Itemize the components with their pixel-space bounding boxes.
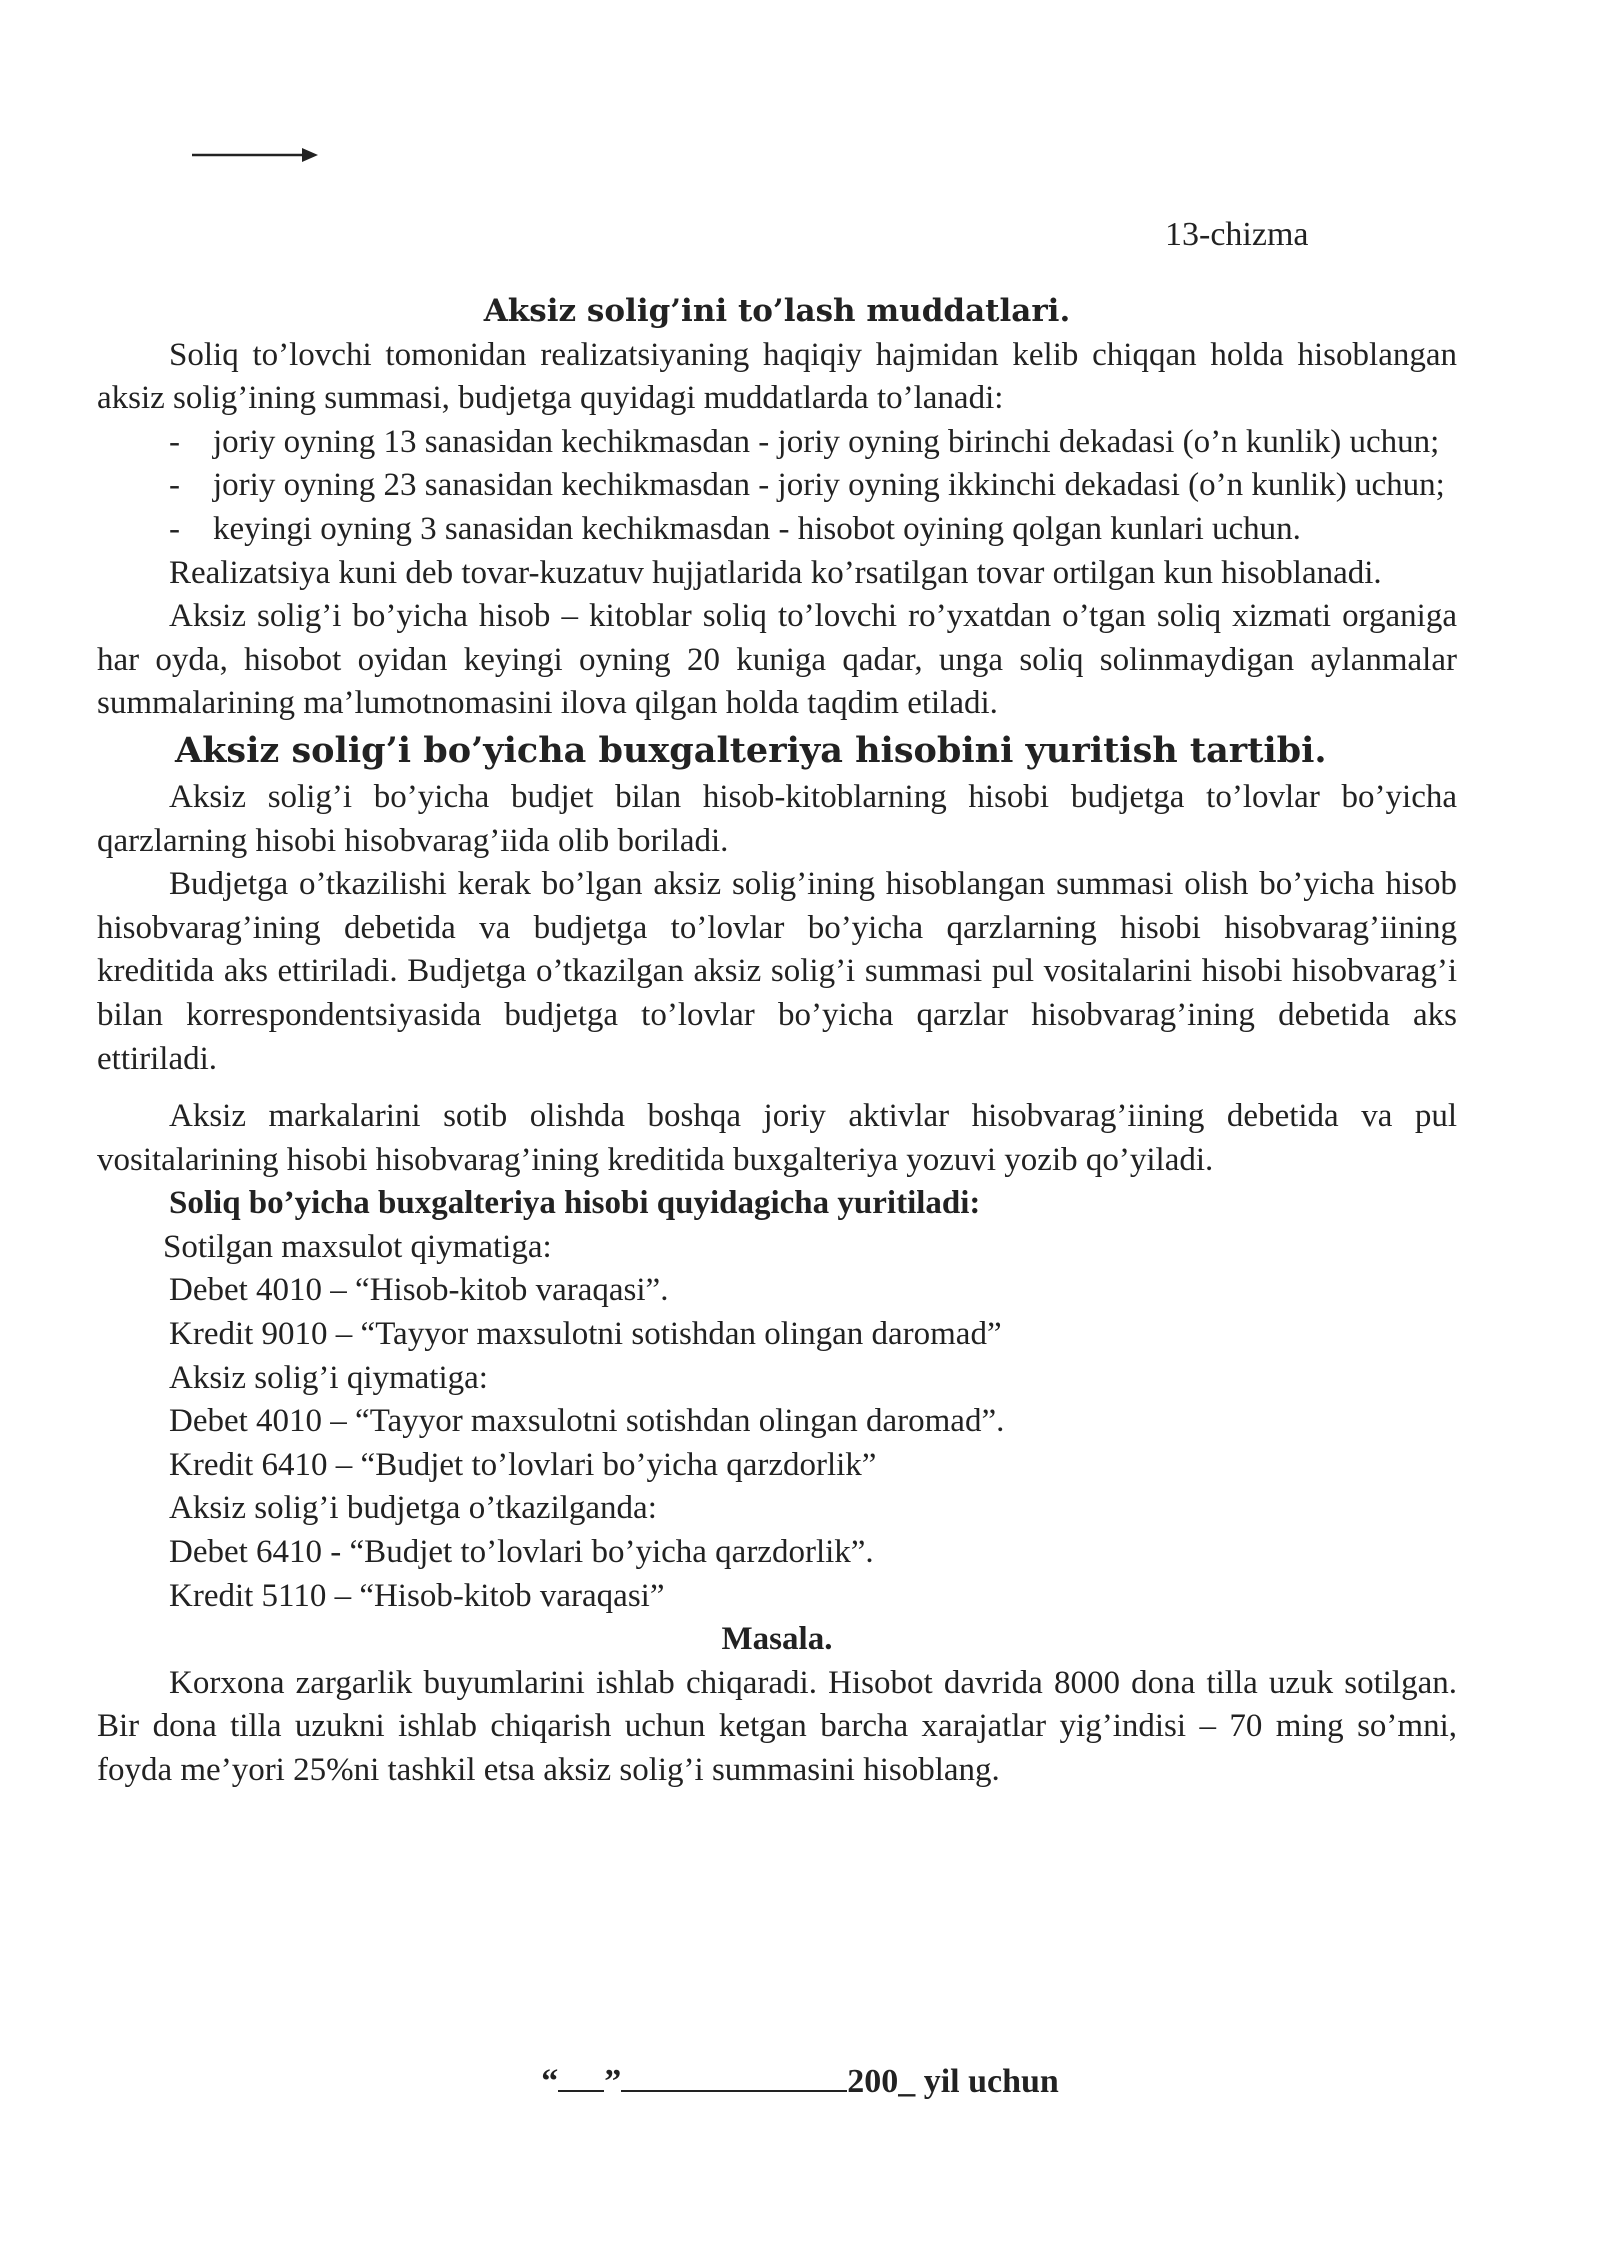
entry-line: Kredit 5110 – “Hisob-kitob varaqasi” (169, 1577, 665, 1614)
year-text: 200_ yil uchun (847, 2063, 1059, 2100)
entry-line: Sotilgan maxsulot qiymatiga: (163, 1228, 552, 1265)
month-blank (621, 2060, 847, 2092)
dash-bullet: - (169, 423, 180, 460)
entry-line: Kredit 9010 – “Tayyor maxsulotni sotishdan olingan daromad” (169, 1316, 1002, 1353)
list-item: - keyingi oyning 3 sanasidan kechikmasdan - hisobot oyining qolgan kunlari uchun. (97, 508, 1457, 552)
entry-line: Debet 4010 – “Tayyor maxsulotni sotishdan olingan daromad”. (169, 1403, 1005, 1440)
section-title-payment-deadlines: Aksiz solig’ini to’lash muddatlari. (483, 293, 1071, 329)
paragraph: Aksiz solig’i bo’yicha budjet bilan hisob-kitoblarning hisobi budjetga to’lovlar bo’yicha qarzlarning hisobi hisobvarag’iida olib boriladi. (97, 778, 1457, 859)
document-body (97, 290, 1457, 1793)
list-item: - joriy oyning 13 sanasidan kechikmasdan - joriy oyning birinchi dekadasi (o’n kunlik) uchun; (97, 421, 1457, 465)
entry-line: Aksiz solig’i qiymatiga: (169, 1359, 488, 1396)
close-quote: ” (604, 2063, 622, 2100)
section-title-accounting-procedure: Aksiz solig’i bo’yicha buxgalteriya hisobini yuritish tartibi. (175, 729, 1327, 771)
date-line (0, 2060, 1600, 2101)
subtitle: Soliq bo’yicha buxgalteriya hisobi quyidagicha yuritiladi: (169, 1185, 981, 1222)
entry-line: Debet 6410 - “Budjet to’lovlari bo’yicha qarzdorlik”. (169, 1534, 874, 1571)
entry-line: Kredit 6410 – “Budjet to’lovlari bo’yicha qarzdorlik” (169, 1446, 877, 1483)
paragraph: Realizatsiya kuni deb tovar-kuzatuv hujjatlarida ko’rsatilgan tovar ortilgan kun hisoblanadi. (169, 554, 1382, 591)
problem-text: Korxona zargarlik buyumlarini ishlab chiqaradi. Hisobot davrida 8000 dona tilla uzuk sotilgan. Bir dona tilla uzukni ishlab chiqarish uchun ketgan barcha xarajatlar yig’indisi – 70 ming so’mni, foyda me’yori 25%ni tashkil etsa aksiz solig’i summasini hisoblang. (97, 1664, 1457, 1788)
paragraph: Budjetga o’tkazilishi kerak bo’lgan aksiz solig’ining hisoblangan summasi olish bo’yicha hisob hisobvarag’ining debetida va budjetga to’lovlar bo’yicha qarzlarning hisobi hisobvarag’iining kreditida aks ettiriladi. Budjetga o’tkazilgan aksiz solig’i summasi pul vositalarini hisobi hisobvarag’i bilan korrespondentsiyasida budjetga to’lovlar bo’yicha qarzlar hisobvarag’ining debetida aks ettiriladi. (97, 866, 1457, 1077)
problem-title: Masala. (721, 1621, 833, 1658)
arrow-right-icon (190, 143, 320, 167)
dash-bullet: - (169, 510, 180, 547)
paragraph: Soliq to’lovchi tomonidan realizatsiyaning haqiqiy hajmidan kelib chiqqan holda hisoblangan aksiz solig’ining summasi, budjetga quyidagi muddatlarda to’lanadi: (97, 336, 1457, 417)
entry-line: Aksiz solig’i budjetga o’tkazilganda: (169, 1490, 657, 1527)
open-quote: “ (541, 2063, 559, 2100)
paragraph: Aksiz markalarini sotib olishda boshqa joriy aktivlar hisobvarag’iining debetida va pul vositalarining hisobi hisobvarag’ining kreditida buxgalteriya yozuvi yozib qo’yiladi. (97, 1098, 1457, 1178)
list-item: - joriy oyning 23 sanasidan kechikmasdan - joriy oyning ikkinchi dekadasi (o’n kunlik) uchun; (97, 464, 1457, 508)
figure-label: 13-chizma (1165, 216, 1309, 253)
day-blank (558, 2060, 604, 2092)
paragraph: Aksiz solig’i bo’yicha hisob – kitoblar soliq to’lovchi ro’yxatdan o’tgan soliq xizmati organiga har oyda, hisobot oyidan keyingi oyning 20 kuniga qadar, unga soliq solinmaydigan aylanmalar summalarining ma’lumotnomasini ilova qilgan holda taqdim etiladi. (97, 598, 1457, 722)
dash-bullet: - (169, 467, 180, 504)
entry-line: Debet 4010 – “Hisob-kitob varaqasi”. (169, 1272, 669, 1309)
